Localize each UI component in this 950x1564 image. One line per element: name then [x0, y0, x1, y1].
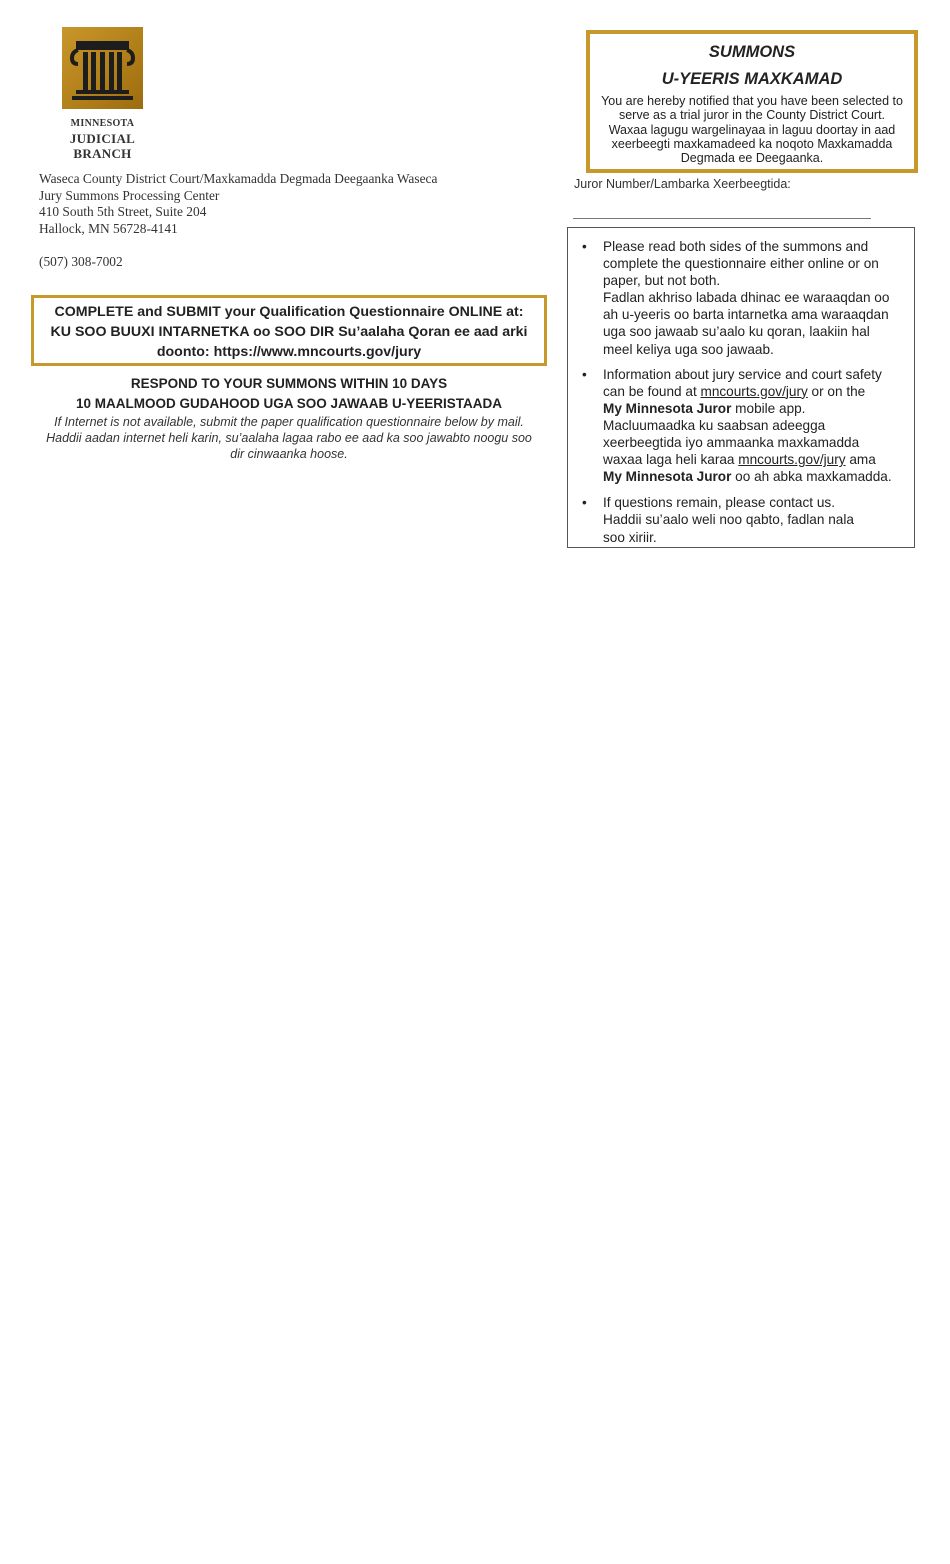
pillar-icon — [62, 27, 143, 109]
court-address — [39, 171, 437, 237]
info-text: Haddii su’aalo weli noo qabto, fadlan nala — [603, 512, 854, 528]
respond-notice — [24, 374, 554, 462]
app-name: My Minnesota Juror — [603, 400, 732, 416]
info-text: soo xiriir. — [603, 529, 657, 545]
address-line-3: 410 South 5th Street, Suite 204 — [39, 204, 207, 219]
address-line-1: Waseca County District Court/Maxkamadda Degmada Deegaanka Waseca — [39, 171, 438, 186]
info-text: ama — [845, 452, 876, 468]
online-line-3[interactable]: doonto: https://www.mncourts.gov/jury — [156, 344, 422, 360]
list-item — [568, 494, 914, 545]
jury-link[interactable]: mncourts.gov/jury — [738, 452, 846, 468]
online-submit-box — [31, 295, 547, 366]
logo-line-2: JUDICIAL — [69, 131, 136, 146]
address-line-2: Jury Summons Processing Center — [39, 187, 220, 203]
info-text: oo ah abka maxkamadda. — [731, 469, 892, 485]
info-text: paper, but not both. — [603, 273, 721, 289]
info-text: Information about jury service and court safety — [603, 366, 882, 382]
juror-number-label: Juror Number/Lambarka Xeerbeegtida: — [574, 177, 791, 191]
info-text: or on the — [807, 383, 866, 399]
info-text: xeerbeegtida iyo ammaanka maxkamadda — [603, 435, 860, 451]
info-text — [603, 451, 914, 468]
info-text: ah u-yeeris oo barta intarnetka ama waraaqdan — [603, 307, 889, 323]
summons-body-5: Degmada ee Deegaanka. — [680, 151, 824, 166]
summons-title-somali: U-YEERIS MAXKAMAD — [661, 70, 843, 88]
respond-note-1: If Internet is not available, submit the paper qualification questionnaire below by mail. — [54, 415, 524, 429]
respond-note-2: Haddii aadan internet heli karin, su’aalaha lagaa rabo ee aad ka soo jawabto noogu soo — [46, 431, 532, 445]
info-text: Please read both sides of the summons and — [603, 239, 869, 254]
respond-heading-1: RESPOND TO YOUR SUMMONS WITHIN 10 DAYS — [130, 376, 448, 391]
logo-line-1: MINNESOTA — [70, 118, 135, 129]
logo-mark — [62, 27, 143, 109]
info-text — [603, 468, 914, 485]
summons-body-3: Waxaa lagugu wargelinayaa in laguu doortay in aad — [608, 122, 896, 137]
info-text: can be found at — [603, 383, 701, 399]
court-phone: (507) 308-7002 — [39, 254, 123, 269]
info-box — [567, 227, 915, 548]
online-line-1: COMPLETE and SUBMIT your Qualification Questionnaire ONLINE at: — [54, 304, 524, 320]
summons-box — [586, 30, 918, 173]
info-text — [603, 383, 914, 400]
logo-line-3: BRANCH — [73, 146, 132, 161]
list-item — [568, 238, 914, 358]
info-text — [603, 400, 914, 417]
juror-number-field[interactable] — [573, 218, 871, 219]
info-text: waxaa laga heli karaa — [603, 452, 739, 468]
address-line-4: Hallock, MN 56728-4141 — [39, 220, 178, 236]
bullet-icon: • — [582, 366, 587, 382]
respond-heading-2: 10 MAALMOOD GUDAHOOD UGA SOO JAWAAB U-YEERISTAADA — [75, 396, 503, 411]
info-text: Macluumaadka ku saabsan adeegga — [603, 417, 826, 433]
info-text: If questions remain, please contact us. — [603, 495, 835, 511]
bullet-icon: • — [582, 495, 587, 511]
info-text: complete the questionnaire either online or on — [603, 256, 879, 272]
list-item — [568, 366, 914, 486]
info-text: Fadlan akhriso labada dhinac ee waraaqdan oo — [603, 290, 890, 306]
app-name: My Minnesota Juror — [603, 469, 732, 485]
online-line-2: KU SOO BUUXI INTARNETKA oo SOO DIR Su’aalaha Qoran ee aad arki — [50, 324, 528, 340]
respond-note-3: dir cinwaanka hoose. — [230, 447, 348, 461]
jury-link[interactable]: mncourts.gov/jury — [700, 383, 808, 399]
summons-body-2: serve as a trial juror in the County District Court. — [618, 108, 886, 123]
info-text: uga soo jawaab su’aalo ku qoran, laakiin hal — [603, 324, 870, 340]
info-text: mobile app. — [731, 400, 806, 416]
info-text: meel keliya uga soo jawaab. — [603, 341, 774, 357]
logo-wordmark — [40, 116, 165, 161]
summons-body-4: xeerbeegti maxkamadeed ka noqoto Maxkamadda — [611, 136, 893, 151]
summons-title: SUMMONS — [708, 43, 796, 61]
summons-body-1: You are hereby notified that you have been selected to — [601, 94, 903, 108]
bullet-icon: • — [582, 239, 587, 254]
